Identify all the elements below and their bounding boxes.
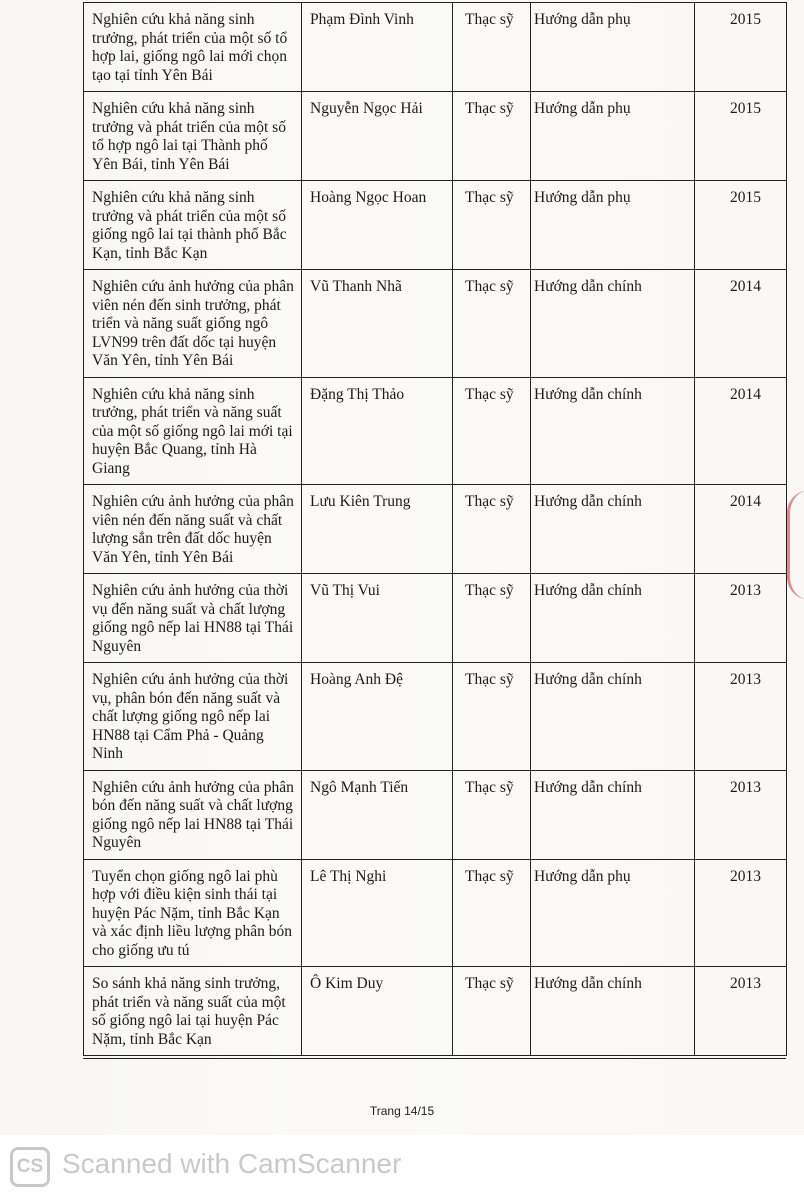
table-bottom-rule xyxy=(83,1058,786,1059)
student-name-cell: Phạm Đình Vinh xyxy=(302,3,453,92)
red-seal-stamp xyxy=(787,490,804,600)
student-name-cell: Đặng Thị Thảo xyxy=(302,377,453,485)
student-name-cell: Vũ Thanh Nhã xyxy=(302,270,453,378)
table-row xyxy=(84,181,787,270)
degree-cell: Thạc sỹ xyxy=(453,3,531,92)
table-row xyxy=(84,967,787,1056)
supervisor-role-cell: Hướng dẫn phụ xyxy=(531,92,695,181)
supervisor-role-cell: Hướng dẫn chính xyxy=(531,770,695,859)
thesis-title-cell: Nghiên cứu ảnh hưởng của phân bón đến năng suất và chất lượng giống ngô nếp lai HN88 tại Thái Nguyên xyxy=(84,770,302,859)
thesis-title-cell: Nghiên cứu khả năng sinh trưởng, phát triển và năng suất của một số giống ngô lai mới tại huyện Bắc Quang, tỉnh Hà Giang xyxy=(84,377,302,485)
degree-cell: Thạc sỹ xyxy=(453,181,531,270)
student-name-cell: Hoàng Anh Đệ xyxy=(302,663,453,771)
degree-cell: Thạc sỹ xyxy=(453,377,531,485)
supervisor-role-cell: Hướng dẫn chính xyxy=(531,663,695,771)
table-row xyxy=(84,859,787,967)
student-name-cell: Lưu Kiên Trung xyxy=(302,485,453,574)
table-row xyxy=(84,663,787,771)
degree-cell: Thạc sỹ xyxy=(453,859,531,967)
table-row xyxy=(84,574,787,663)
year-cell: 2013 xyxy=(695,967,787,1056)
table-row xyxy=(84,485,787,574)
year-cell: 2014 xyxy=(695,270,787,378)
supervisor-role-cell: Hướng dẫn phụ xyxy=(531,3,695,92)
page-number: Trang 14/15 xyxy=(369,1104,435,1118)
supervisor-role-cell: Hướng dẫn phụ xyxy=(531,181,695,270)
degree-cell: Thạc sỹ xyxy=(453,270,531,378)
supervision-table-wrap xyxy=(83,2,786,1059)
degree-cell: Thạc sỹ xyxy=(453,770,531,859)
student-name-cell: Hoàng Ngọc Hoan xyxy=(302,181,453,270)
camscanner-label: Scanned with CamScanner xyxy=(62,1148,402,1179)
year-cell: 2015 xyxy=(695,181,787,270)
year-cell: 2015 xyxy=(695,92,787,181)
student-name-cell: Vũ Thị Vui xyxy=(302,574,453,663)
year-cell: 2013 xyxy=(695,770,787,859)
supervisor-role-cell: Hướng dẫn chính xyxy=(531,967,695,1056)
camscanner-logo-icon: CS xyxy=(10,1147,50,1187)
table-row xyxy=(84,3,787,92)
thesis-title-cell: Nghiên cứu ảnh hưởng của phân viên nén đến năng suất và chất lượng sắn trên đất dốc huyện Văn Yên, tỉnh Yên Bái xyxy=(84,485,302,574)
student-name-cell: Ngô Mạnh Tiến xyxy=(302,770,453,859)
thesis-title-cell: Nghiên cứu ảnh hưởng của thời vụ, phân bón đến năng suất và chất lượng giống ngô nếp lai HN88 tại Cẩm Phả - Quảng Ninh xyxy=(84,663,302,771)
student-name-cell: Ô Kim Duy xyxy=(302,967,453,1056)
year-cell: 2015 xyxy=(695,3,787,92)
degree-cell: Thạc sỹ xyxy=(453,663,531,771)
supervisor-role-cell: Hướng dẫn phụ xyxy=(531,859,695,967)
table-row xyxy=(84,377,787,485)
degree-cell: Thạc sỹ xyxy=(453,485,531,574)
thesis-title-cell: Nghiên cứu khả năng sinh trưởng và phát triển của một số giống ngô lai tại thành phố Bắc Kạn, tỉnh Bắc Kạn xyxy=(84,181,302,270)
supervision-table xyxy=(83,2,787,1056)
year-cell: 2013 xyxy=(695,574,787,663)
supervisor-role-cell: Hướng dẫn chính xyxy=(531,485,695,574)
student-name-cell: Lê Thị Nghi xyxy=(302,859,453,967)
year-cell: 2013 xyxy=(695,859,787,967)
thesis-title-cell: Nghiên cứu khả năng sinh trưởng và phát triển của một số tổ hợp ngô lai tại Thành phố Yên Bái, tỉnh Yên Bái xyxy=(84,92,302,181)
student-name-cell: Nguyễn Ngọc Hải xyxy=(302,92,453,181)
thesis-title-cell: So sánh khả năng sinh trưởng, phát triển và năng suất của một số giống ngô lai tại huyện Pác Nặm, tỉnh Bắc Kạn xyxy=(84,967,302,1056)
thesis-title-cell: Nghiên cứu khả năng sinh trưởng, phát triển của một số tổ hợp lai, giống ngô lai mới chọn tạo tại tỉnh Yên Bái xyxy=(84,3,302,92)
thesis-title-cell: Nghiên cứu ảnh hưởng của thời vụ đến năng suất và chất lượng giống ngô nếp lai HN88 tại Thái Nguyên xyxy=(84,574,302,663)
thesis-title-cell: Nghiên cứu ảnh hưởng của phân viên nén đến sinh trưởng, phát triển và năng suất giống ngô LVN99 trên đất dốc tại huyện Văn Yên, tỉnh Yên Bái xyxy=(84,270,302,378)
year-cell: 2013 xyxy=(695,663,787,771)
degree-cell: Thạc sỹ xyxy=(453,967,531,1056)
supervisor-role-cell: Hướng dẫn chính xyxy=(531,270,695,378)
table-row xyxy=(84,270,787,378)
year-cell: 2014 xyxy=(695,485,787,574)
degree-cell: Thạc sỹ xyxy=(453,92,531,181)
thesis-title-cell: Tuyển chọn giống ngô lai phù hợp với điều kiện sinh thái tại huyện Pác Nặm, tỉnh Bắc Kạn và xác định liều lượng phân bón cho giống ưu tú xyxy=(84,859,302,967)
supervisor-role-cell: Hướng dẫn chính xyxy=(531,377,695,485)
degree-cell: Thạc sỹ xyxy=(453,574,531,663)
supervisor-role-cell: Hướng dẫn chính xyxy=(531,574,695,663)
table-row xyxy=(84,770,787,859)
year-cell: 2014 xyxy=(695,377,787,485)
table-row xyxy=(84,92,787,181)
